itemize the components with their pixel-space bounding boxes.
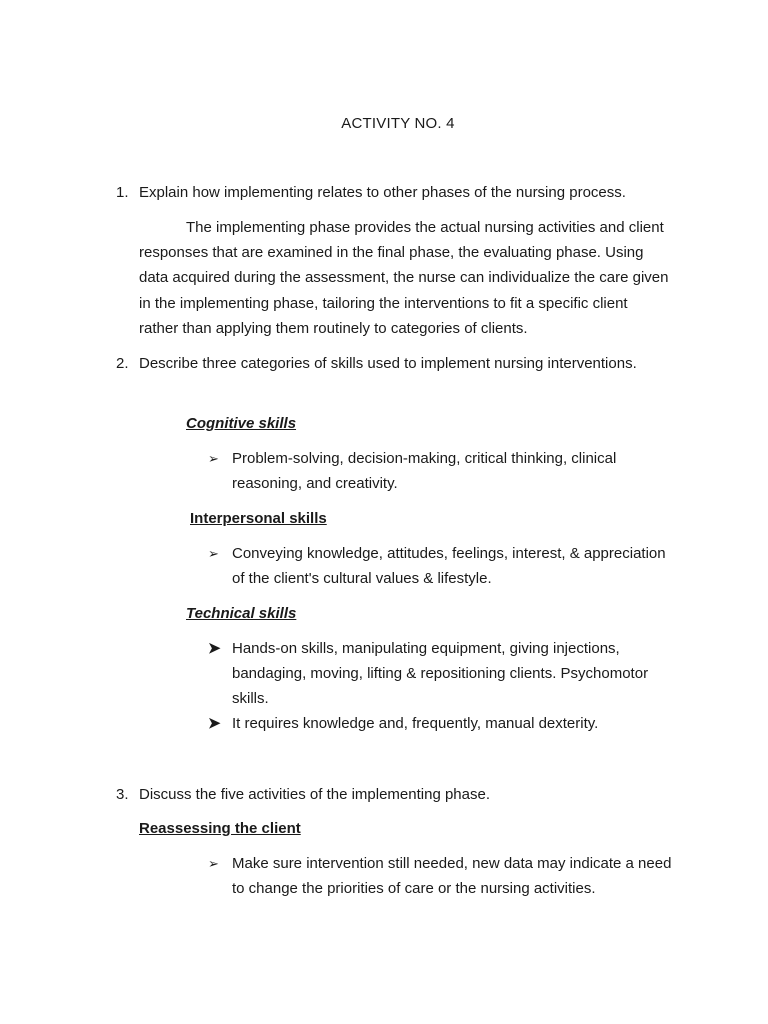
arrow-bullet-icon: ➢ xyxy=(208,546,219,561)
answer-text: The implementing phase provides the actual nursing activities and client responses that are examined in the final phase, the evaluating phase. Using data acquired during the assessment, the nurse can individualize the care given in the implementing phase, tailoring the interventions to fit a specific client rather than applying them routinely to categories of clients. xyxy=(139,219,669,337)
bullet-text: Make sure intervention still needed, new data may indicate a need to change the priorities of care or the nursing activities. xyxy=(232,855,672,897)
arrow-bullet-icon: ➢ xyxy=(208,856,219,871)
bullet-text: Problem-solving, decision-making, critical thinking, clinical reasoning, and creativity. xyxy=(232,450,617,492)
question-number: 1. xyxy=(116,184,129,201)
question-number: 2. xyxy=(116,355,129,372)
answer-1-paragraph xyxy=(139,215,669,341)
bullet-text: Conveying knowledge, attitudes, feelings, interest, & appreciation of the client's cultural values & lifestyle. xyxy=(232,545,666,587)
question-text: Describe three categories of skills used to implement nursing interventions. xyxy=(139,355,637,372)
arrow-bullet-icon: ➤ xyxy=(208,715,221,732)
bullet-item xyxy=(208,446,678,496)
arrow-bullet-icon: ➤ xyxy=(208,640,221,657)
bullet-item xyxy=(208,636,678,711)
question-2 xyxy=(116,354,696,374)
section-heading-cognitive-skills: Cognitive skills xyxy=(186,415,297,432)
bullet-item xyxy=(208,711,678,736)
question-text: Explain how implementing relates to other phases of the nursing process. xyxy=(139,184,626,201)
question-1 xyxy=(116,183,696,203)
bullet-item xyxy=(208,851,678,901)
bullet-item xyxy=(208,541,678,591)
section-heading-technical-skills: Technical skills xyxy=(186,605,297,622)
question-text: Discuss the five activities of the implementing phase. xyxy=(139,786,490,803)
section-heading-reassessing-the-client: Reassessing the client xyxy=(139,820,301,837)
bullet-text: Hands-on skills, manipulating equipment, giving injections, bandaging, moving, lifting & repositioning clients. Psychomotor skills. xyxy=(232,640,649,707)
section-heading-interpersonal-skills: Interpersonal skills xyxy=(190,510,327,527)
arrow-bullet-icon: ➢ xyxy=(208,451,219,466)
question-number: 3. xyxy=(116,786,129,803)
page-title: ACTIVITY NO. 4 xyxy=(341,115,455,132)
question-3 xyxy=(116,785,696,805)
bullet-text: It requires knowledge and, frequently, manual dexterity. xyxy=(232,715,599,732)
